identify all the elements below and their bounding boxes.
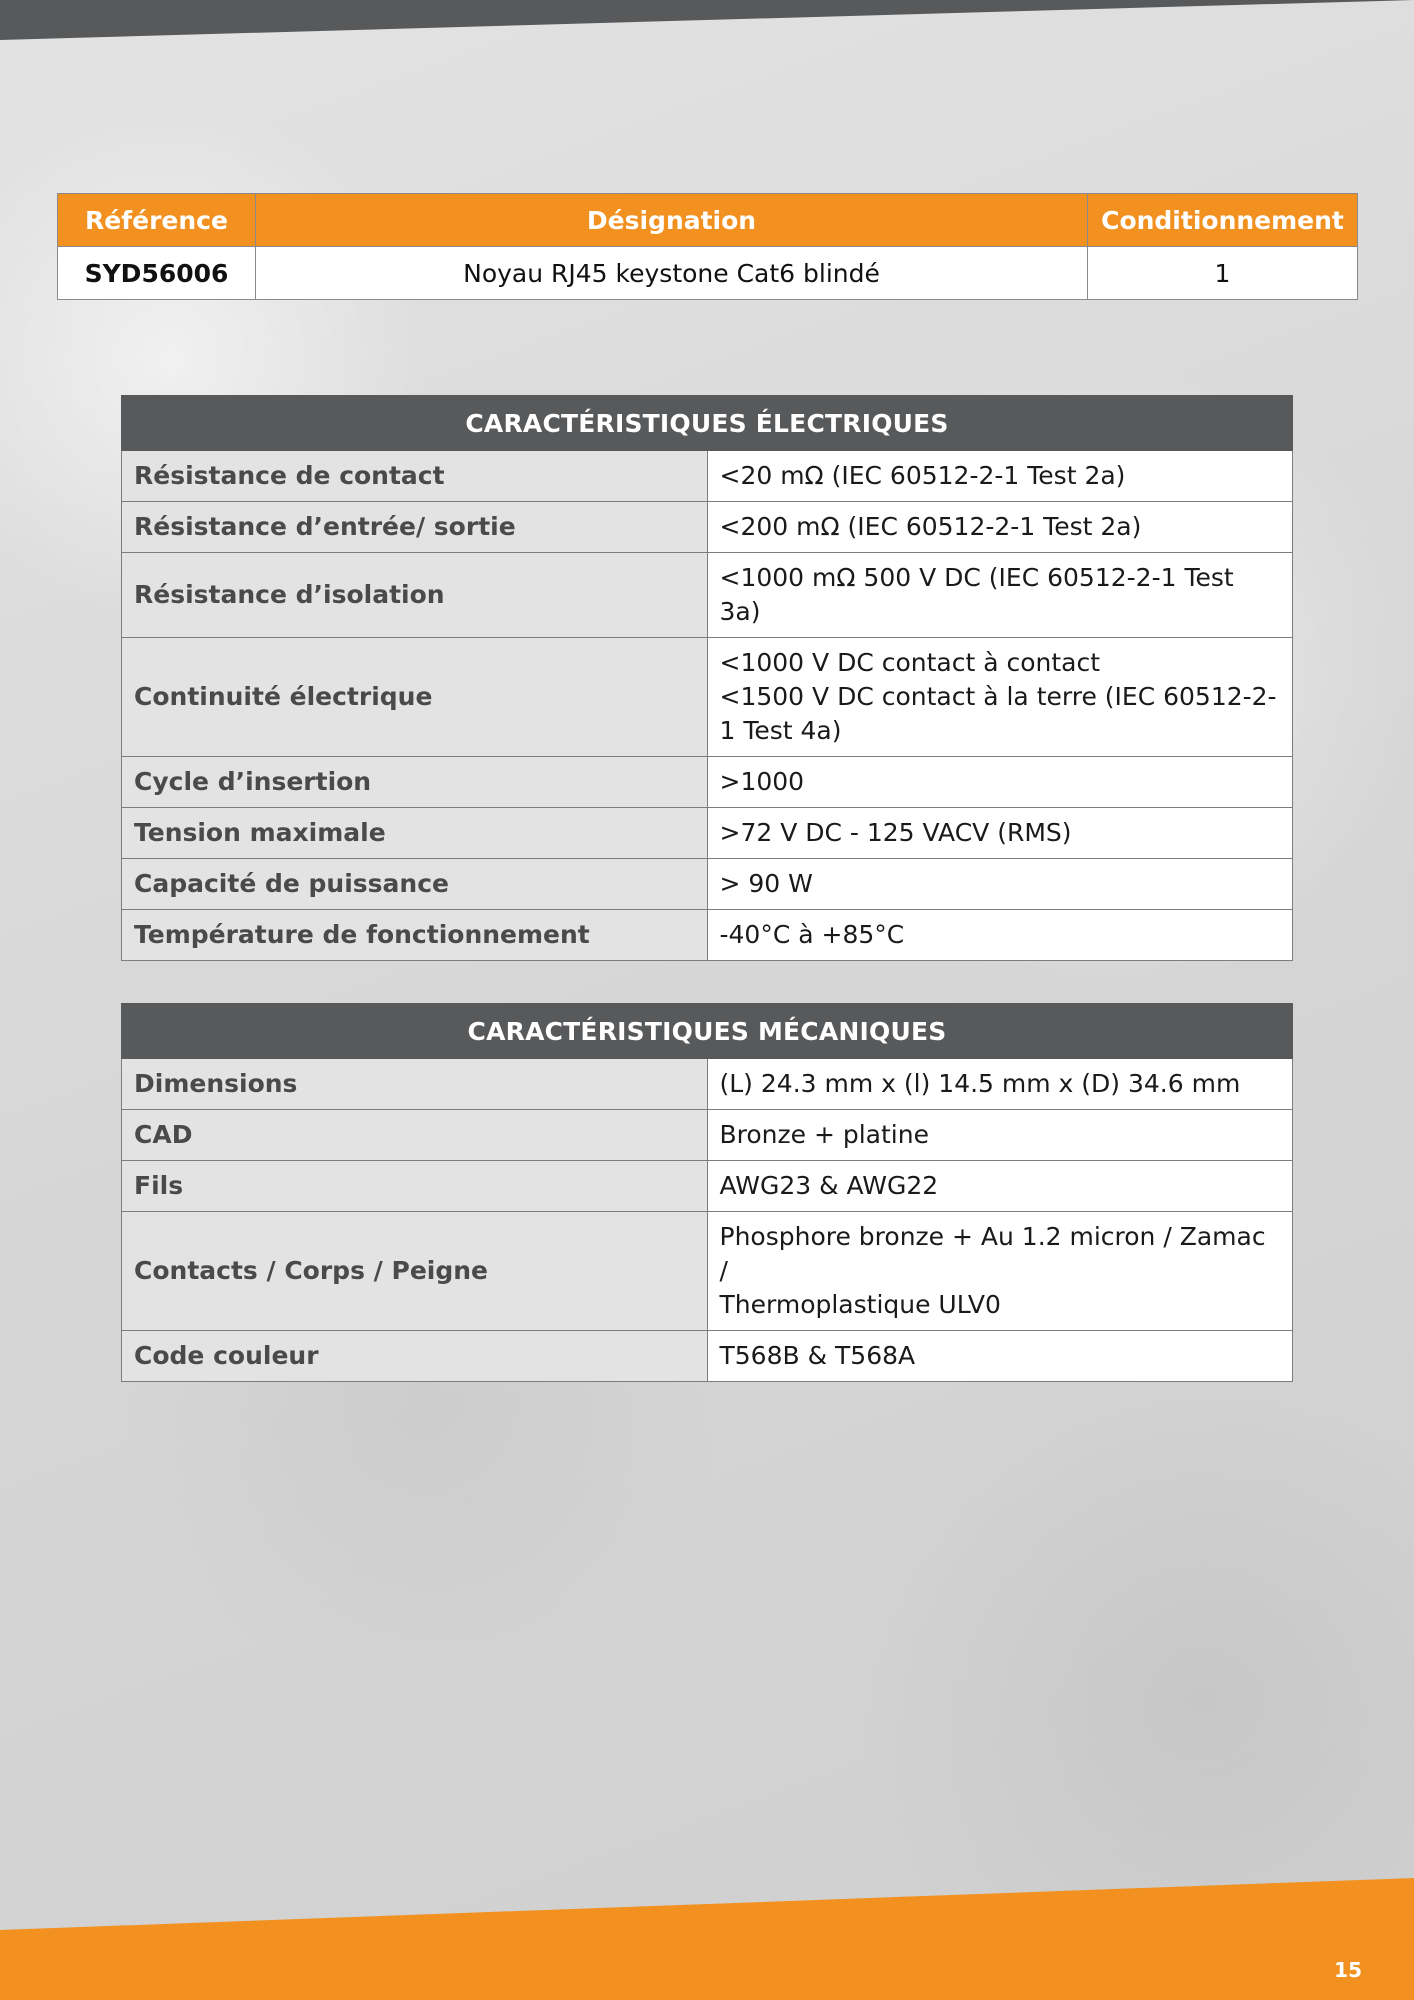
spec-value: >72 V DC - 125 VACV (RMS) [707,808,1293,859]
spec-value: T568B & T568A [707,1331,1293,1382]
spec-row [122,638,1293,757]
spec-value: AWG23 & AWG22 [707,1161,1293,1212]
spec-label: Capacité de puissance [122,859,708,910]
spec-value: -40°C à +85°C [707,910,1293,961]
page-number: 15 [1334,1958,1362,1982]
spec-row [122,1331,1293,1382]
reference-cell: SYD56006 [58,247,256,300]
spec-value: (L) 24.3 mm x (l) 14.5 mm x (D) 34.6 mm [707,1059,1293,1110]
spec-row [122,808,1293,859]
spec-row [122,1059,1293,1110]
spec-label: Résistance d’entrée/ sortie [122,502,708,553]
spec-value-multiline [707,1212,1293,1331]
spec-row [122,757,1293,808]
spec-label: Température de fonctionnement [122,910,708,961]
spec-value: >1000 [707,757,1293,808]
mechanical-specs-table [121,1003,1293,1382]
spec-row [122,553,1293,638]
product-reference-table [57,193,1358,300]
spec-row [122,451,1293,502]
electrical-title-row [122,396,1293,451]
top-dark-band [0,0,1414,44]
spec-row [122,1110,1293,1161]
electrical-specs-table [121,395,1293,961]
product-row [58,247,1358,300]
spec-label: Résistance de contact [122,451,708,502]
spec-row [122,1161,1293,1212]
spec-value: Bronze + platine [707,1110,1293,1161]
spec-row [122,859,1293,910]
spec-label: Fils [122,1161,708,1212]
designation-header: Désignation [256,194,1088,247]
spec-row [122,502,1293,553]
spec-label: CAD [122,1110,708,1161]
spec-value: <1000 mΩ 500 V DC (IEC 60512-2-1 Test 3a) [707,553,1293,638]
product-header-row [58,194,1358,247]
electrical-title: CARACTÉRISTIQUES ÉLECTRIQUES [122,396,1293,451]
designation-cell: Noyau RJ45 keystone Cat6 blindé [256,247,1088,300]
bottom-orange-band [0,1870,1414,2000]
reference-header: Référence [58,194,256,247]
spec-label: Tension maximale [122,808,708,859]
conditionnement-cell: 1 [1088,247,1358,300]
spec-value-line: <1500 V DC contact à la terre (IEC 60512-2-1 Test 4a) [719,682,1277,745]
mechanical-title: CARACTÉRISTIQUES MÉCANIQUES [122,1004,1293,1059]
conditionnement-header: Conditionnement [1088,194,1358,247]
spec-label: Continuité électrique [122,638,708,757]
spec-row [122,910,1293,961]
spec-row [122,1212,1293,1331]
spec-value: > 90 W [707,859,1293,910]
spec-value-line: Thermoplastique ULV0 [719,1290,1001,1319]
mechanical-title-row [122,1004,1293,1059]
spec-label: Contacts / Corps / Peigne [122,1212,708,1331]
spec-label: Résistance d’isolation [122,553,708,638]
spec-value-multiline [707,638,1293,757]
spec-label: Cycle d’insertion [122,757,708,808]
spec-value-line: <1000 V DC contact à contact [719,648,1101,677]
spec-value: <200 mΩ (IEC 60512-2-1 Test 2a) [707,502,1293,553]
spec-value: <20 mΩ (IEC 60512-2-1 Test 2a) [707,451,1293,502]
spec-label: Dimensions [122,1059,708,1110]
spec-value-line: Phosphore bronze + Au 1.2 micron / Zamac / [719,1222,1266,1285]
spec-label: Code couleur [122,1331,708,1382]
